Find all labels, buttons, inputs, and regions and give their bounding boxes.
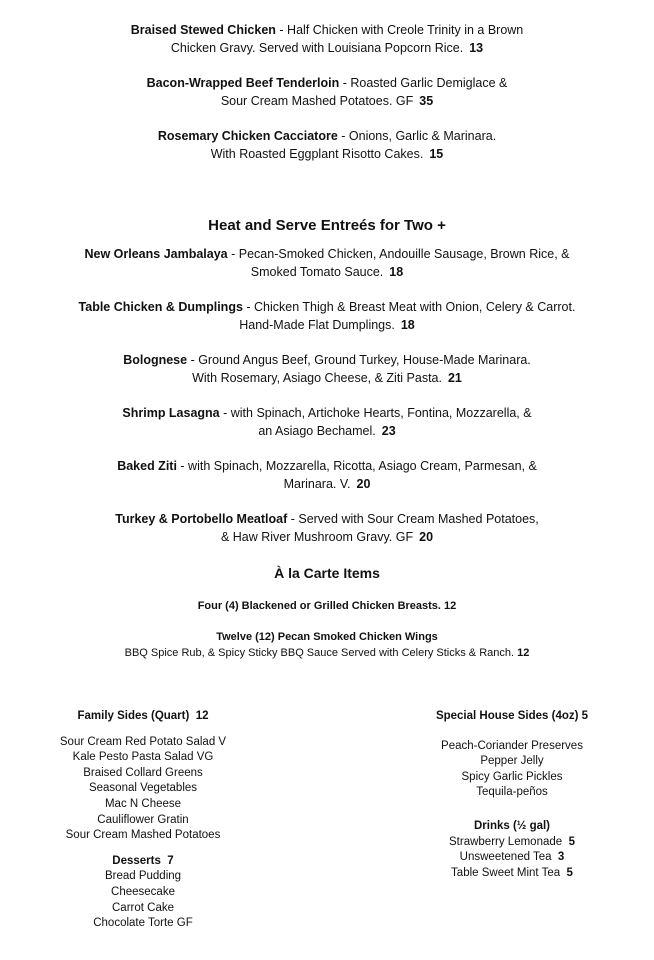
item-name: Table Chicken & Dumplings [78, 300, 243, 314]
item-name: Baked Ziti [117, 459, 177, 473]
menu-item: Shrimp Lasagna - with Spinach, Artichoke Hearts, Fontina, Mozzarella, & an Asiago Bechamel. 23 [122, 406, 532, 438]
item-desc: Hand-Made Flat Dumplings. [239, 318, 395, 332]
list-item: Braised Collard Greens [83, 766, 203, 779]
item-desc: Roasted Garlic Demiglace & [350, 76, 508, 90]
special-sides-heading: Special House Sides (4oz) 5 [435, 710, 589, 722]
menu-item: Turkey & Portobello Meatloaf - Served with Sour Cream Mashed Potatoes, & Haw River Mushroom Gravy. GF 20 [115, 512, 539, 544]
item-name: Braised Stewed Chicken [130, 23, 276, 37]
item-desc: & Haw River Mushroom Gravy. GF [220, 530, 414, 544]
item-desc: Chicken Gravy. Served with Louisiana Popcorn Rice. [170, 41, 464, 55]
list-item: Mac N Cheese [104, 797, 182, 810]
item-name: Shrimp Lasagna [122, 406, 220, 420]
carte-desc: BBQ Spice Rub, & Spicy Sticky BBQ Sauce Served with Celery Sticks & Ranch. [124, 647, 515, 659]
menu-item: Rosemary Chicken Cacciatore - Onions, Garlic & Marinara. With Roasted Eggplant Risotto Cakes. 15 [157, 129, 497, 161]
item-desc: Half Chicken with Creole Trinity in a Brown [287, 23, 524, 37]
list-item: Bread Pudding [104, 870, 182, 883]
list-item: Carrot Cake [112, 901, 174, 914]
item-desc: an Asiago Bechamel. [258, 424, 376, 438]
item-price: 18 [389, 265, 404, 279]
carte-title: Four (4) Blackened or Grilled Chicken Breasts. [197, 600, 441, 612]
carte-title: Twelve (12) Pecan Smoked Chicken Wings [216, 631, 438, 643]
item-price: 21 [447, 371, 462, 385]
menu-item: Table Chicken & Dumplings - Chicken Thigh & Breast Meat with Onion, Celery & Carrot. Hand-Made Flat Dumplings. 18 [78, 300, 576, 332]
list-item: Strawberry Lemonade 5 [449, 835, 575, 848]
family-sides-column [38, 709, 248, 932]
item-desc: Smoked Tomato Sauce. [250, 265, 384, 279]
item-desc: Marinara. V. [283, 477, 351, 491]
list-item: Spicy Garlic Pickles [461, 770, 563, 783]
list-item: Chocolate Torte GF [93, 917, 193, 930]
item-desc: With Rosemary, Asiago Cheese, & Ziti Pasta. [192, 371, 442, 385]
item-price: 20 [419, 530, 434, 544]
item-price: 35 [419, 94, 434, 108]
item-desc: Sour Cream Mashed Potatoes. GF [220, 94, 414, 108]
item-price: 15 [429, 147, 444, 161]
item-desc: Pecan-Smoked Chicken, Andouille Sausage, Brown Rice, & [238, 247, 570, 261]
menu-item: Braised Stewed Chicken - Half Chicken with Creole Trinity in a Brown Chicken Gravy. Served with Louisiana Popcorn Rice. 13 [130, 23, 524, 55]
item-price: 20 [356, 477, 371, 491]
menu-item: Bolognese - Ground Angus Beef, Ground Turkey, House-Made Marinara. With Rosemary, Asiago Cheese, & Ziti Pasta. 21 [123, 353, 531, 385]
desserts-heading: Desserts 7 [112, 854, 174, 867]
list-item: Cheesecake [111, 885, 175, 898]
list-item: Unsweetened Tea 3 [459, 851, 565, 864]
list-item: Sour Cream Mashed Potatoes [65, 829, 221, 842]
carte-item [0, 598, 654, 614]
item-desc: Onions, Garlic & Marinara. [348, 129, 497, 143]
item-desc: with Spinach, Mozzarella, Ricotta, Asiago Cream, Parmesan, & [188, 459, 537, 473]
list-item: Cauliflower Gratin [97, 813, 189, 826]
item-desc: With Roasted Eggplant Risotto Cakes. [210, 147, 424, 161]
item-price: 18 [400, 318, 415, 332]
carte-price: 12 [517, 647, 530, 659]
drinks-heading: Drinks (½ gal) [473, 819, 551, 832]
item-name: Bolognese [123, 353, 188, 367]
list-item: Pepper Jelly [480, 755, 544, 768]
list-item: Sour Cream Red Potato Salad V [59, 735, 227, 748]
list-item: Peach-Coriander Preserves [441, 739, 583, 752]
section-heading-a-la-carte: À la Carte Items [274, 565, 380, 581]
item-desc: Served with Sour Cream Mashed Potatoes, [298, 512, 539, 526]
item-desc: Ground Angus Beef, Ground Turkey, House-Made Marinara. [198, 353, 531, 367]
item-name: Bacon-Wrapped Beef Tenderloin [146, 76, 340, 90]
item-desc: with Spinach, Artichoke Hearts, Fontina, Mozzarella, & [230, 406, 532, 420]
item-price: 23 [381, 424, 396, 438]
special-sides-column [412, 709, 612, 881]
menu-item: New Orleans Jambalaya - Pecan-Smoked Chicken, Andouille Sausage, Brown Rice, & Smoked Tomato Sauce. 18 [84, 247, 570, 279]
item-name: Rosemary Chicken Cacciatore [157, 129, 338, 143]
carte-price: 12 [444, 600, 457, 612]
list-item: Seasonal Vegetables [88, 782, 198, 795]
list-item: Table Sweet Mint Tea 5 [451, 866, 573, 879]
item-name: New Orleans Jambalaya [84, 247, 228, 261]
list-item: Kale Pesto Pasta Salad VG [72, 751, 214, 764]
family-sides-heading: Family Sides (Quart) 12 [77, 710, 209, 722]
list-item: Tequila-peños [476, 786, 548, 799]
section-heading-heat-serve: Heat and Serve Entreés for Two + [208, 217, 446, 234]
item-name: Turkey & Portobello Meatloaf [115, 512, 288, 526]
item-price: 13 [469, 41, 484, 55]
menu-item: Bacon-Wrapped Beef Tenderloin - Roasted Garlic Demiglace & Sour Cream Mashed Potatoes. GF 35 [146, 76, 508, 108]
menu-item: Baked Ziti - with Spinach, Mozzarella, Ricotta, Asiago Cream, Parmesan, & Marinara. V. 20 [117, 459, 537, 491]
carte-item [0, 629, 654, 661]
item-desc: Chicken Thigh & Breast Meat with Onion, Celery & Carrot. [254, 300, 576, 314]
